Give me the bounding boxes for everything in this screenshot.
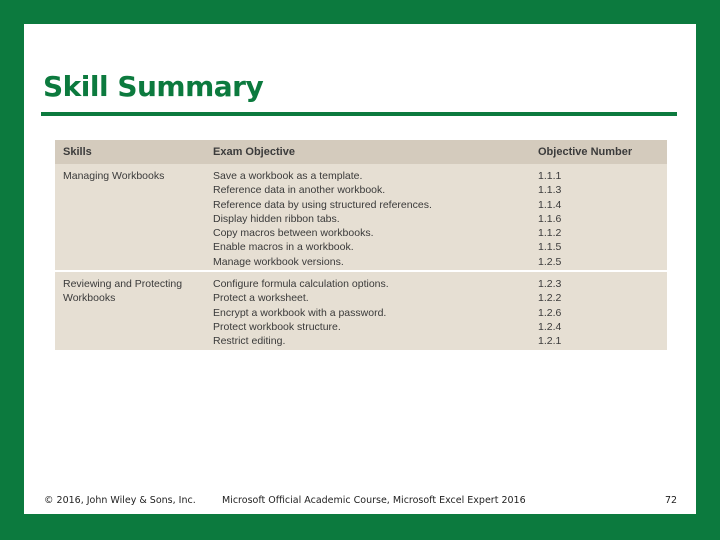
page-number: 72 (665, 495, 678, 506)
objective-number: 1.2.4 (538, 320, 562, 333)
objective-number: 1.2.6 (538, 306, 562, 319)
table-header (55, 140, 667, 164)
header-exam-objective: Exam Objective (213, 146, 295, 158)
objective-number: 1.2.3 (538, 278, 562, 290)
skill-label: Reviewing and Protecting (63, 278, 183, 290)
objective-number: 1.1.5 (538, 241, 562, 254)
objective-item: Protect workbook structure. (213, 320, 341, 333)
objective-item: Configure formula calculation options. (213, 278, 389, 290)
skill-label: Managing Workbooks (63, 170, 165, 182)
title-divider (41, 112, 677, 116)
objective-item: Manage workbook versions. (213, 255, 344, 268)
objective-number: 1.1.4 (538, 198, 562, 211)
objective-item: Save a workbook as a template. (213, 170, 363, 182)
objective-item: Protect a worksheet. (213, 292, 309, 305)
number-cell (538, 169, 658, 269)
skill-cell (63, 169, 203, 183)
objective-number: 1.1.3 (538, 184, 562, 197)
skill-summary-table (55, 140, 667, 350)
objective-item: Copy macros between workbooks. (213, 227, 374, 240)
objective-cell (213, 169, 533, 269)
header-skills: Skills (63, 146, 92, 158)
objective-number: 1.2.5 (538, 255, 562, 268)
objective-item: Restrict editing. (213, 335, 286, 348)
number-cell (538, 277, 658, 348)
footer-copyright: © 2016, John Wiley & Sons, Inc. (44, 495, 196, 506)
objective-item: Reference data in another workbook. (213, 184, 386, 197)
row-group-divider (55, 270, 667, 272)
slide-title: Skill Summary (43, 70, 264, 103)
objective-number: 1.1.1 (538, 170, 562, 182)
objective-number: 1.2.2 (538, 292, 562, 305)
objective-item: Reference data by using structured references. (213, 198, 432, 211)
objective-number: 1.1.6 (538, 212, 562, 225)
objective-item: Enable macros in a workbook. (213, 241, 354, 254)
header-objective-number: Objective Number (538, 146, 633, 158)
objective-item: Display hidden ribbon tabs. (213, 212, 340, 225)
skill-cell (63, 277, 203, 306)
slide (24, 24, 696, 514)
footer-course: Microsoft Official Academic Course, Microsoft Excel Expert 2016 (222, 495, 526, 506)
objective-cell (213, 277, 533, 348)
objective-number: 1.1.2 (538, 227, 562, 240)
objective-number: 1.2.1 (538, 335, 562, 348)
skill-label: Workbooks (63, 292, 116, 305)
objective-item: Encrypt a workbook with a password. (213, 306, 387, 319)
